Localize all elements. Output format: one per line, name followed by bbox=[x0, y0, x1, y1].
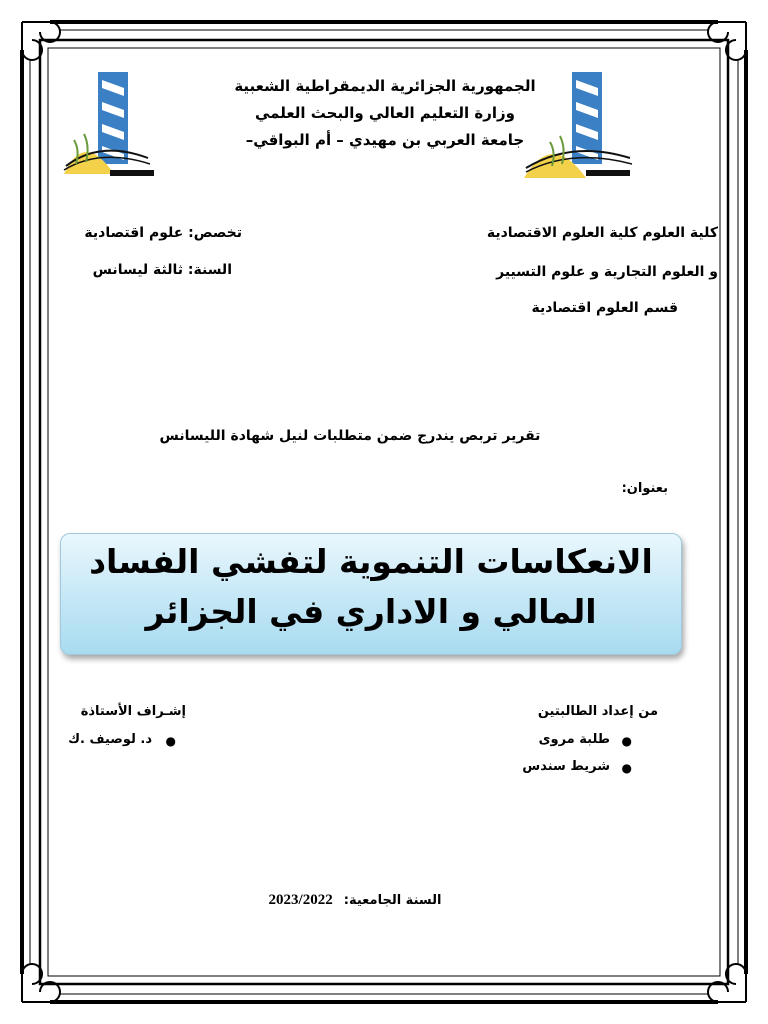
report-title-box bbox=[60, 533, 682, 655]
department-name: قسم العلوم اقتصادية bbox=[531, 300, 678, 316]
student-name: طلبة مروى bbox=[538, 732, 610, 747]
academic-year-value: 2023/2022 bbox=[268, 892, 333, 908]
students-label: من إعداد الطالبتين bbox=[537, 704, 658, 719]
report-title-line-1: الانعكاسات التنموية لتفشي الفساد bbox=[89, 542, 653, 581]
student-name: شريط سندس bbox=[522, 759, 610, 774]
specialty-label: تخصص: علوم اقتصادية bbox=[84, 225, 242, 241]
ministry-name: وزارة التعليم العالي والبحث العلمي bbox=[254, 104, 516, 122]
list-item bbox=[432, 759, 632, 779]
list-item bbox=[432, 732, 632, 752]
list-item bbox=[60, 732, 176, 752]
university-name: جامعة العربي بن مهيدي – أم البواقي– bbox=[245, 131, 525, 149]
faculty-name: كلية العلوم كلية العلوم الاقتصادية bbox=[486, 225, 718, 241]
republic-name: الجمهورية الجزائرية الديمقراطية الشعبية bbox=[234, 77, 536, 95]
supervisor-label: إشـراف الأستاذة bbox=[80, 704, 186, 719]
bullet-icon: ● bbox=[621, 734, 632, 748]
academic-year bbox=[240, 889, 470, 911]
bullet-icon: ● bbox=[165, 734, 176, 748]
bullet-icon: ● bbox=[621, 761, 632, 775]
supervisor-name: د. لوصيف .ك bbox=[68, 732, 152, 747]
university-logo-icon bbox=[44, 70, 156, 188]
academic-year-label: السنة الجامعية: bbox=[343, 893, 442, 908]
study-year-label: السنة: ثالثة ليسانس bbox=[92, 262, 232, 278]
report-title-line-2: المالي و الاداري في الجزائر bbox=[145, 592, 597, 631]
title-label: بعنوان: bbox=[621, 481, 668, 496]
faculty-name-cont: و العلوم التجارية و علوم التسيير bbox=[496, 264, 718, 280]
report-description: تقرير تربص يندرج ضمن متطلبات لنيل شهادة الليسانس bbox=[159, 428, 541, 444]
